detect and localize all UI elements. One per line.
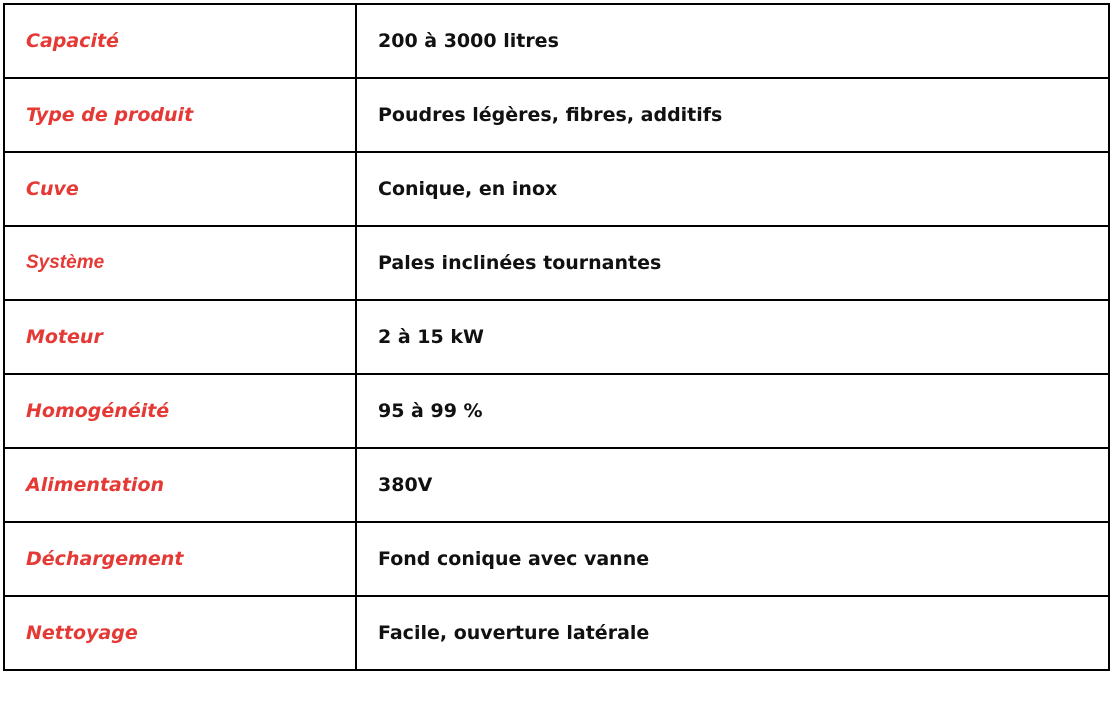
row-value-cell	[356, 300, 1109, 374]
row-value: Facile, ouverture latérale	[378, 622, 650, 644]
table-row	[4, 226, 1109, 300]
row-value-cell	[356, 226, 1109, 300]
row-value-cell	[356, 78, 1109, 152]
row-label-cell	[4, 300, 356, 374]
row-label-cell	[4, 152, 356, 226]
row-value-cell	[356, 596, 1109, 670]
row-label-cell	[4, 448, 356, 522]
row-label-cell	[4, 596, 356, 670]
row-value-cell	[356, 448, 1109, 522]
row-label-cell	[4, 226, 356, 300]
row-value: Fond conique avec vanne	[378, 548, 650, 570]
row-label: Homogénéité	[26, 400, 170, 422]
row-value-cell	[356, 4, 1109, 78]
row-value-cell	[356, 374, 1109, 448]
table-row	[4, 4, 1109, 78]
row-value: Poudres légères, fibres, additifs	[378, 104, 723, 126]
table-row	[4, 300, 1109, 374]
row-label-cell	[4, 522, 356, 596]
row-value-cell	[356, 522, 1109, 596]
table-row	[4, 448, 1109, 522]
table-row	[4, 78, 1109, 152]
table-row	[4, 152, 1109, 226]
row-label: Type de produit	[26, 104, 194, 126]
row-label: Alimentation	[26, 474, 165, 496]
table-row	[4, 374, 1109, 448]
row-label-cell	[4, 78, 356, 152]
row-value: 2 à 15 kW	[378, 326, 484, 348]
row-label: Déchargement	[26, 548, 184, 570]
row-label: Nettoyage	[26, 622, 138, 644]
row-label-cell	[4, 4, 356, 78]
row-value: 95 à 99 %	[378, 400, 483, 422]
row-label-cell	[4, 374, 356, 448]
row-value-cell	[356, 152, 1109, 226]
row-value: Pales inclinées tournantes	[378, 252, 662, 274]
row-label: Cuve	[26, 178, 79, 200]
row-label: Capacité	[26, 30, 119, 52]
row-label: Système	[26, 252, 105, 273]
table-row	[4, 522, 1109, 596]
row-value: 200 à 3000 litres	[378, 30, 559, 52]
table-row	[4, 596, 1109, 670]
specifications-table	[3, 3, 1110, 671]
row-value: 380V	[378, 474, 433, 496]
row-value: Conique, en inox	[378, 178, 558, 200]
row-label: Moteur	[26, 326, 103, 348]
